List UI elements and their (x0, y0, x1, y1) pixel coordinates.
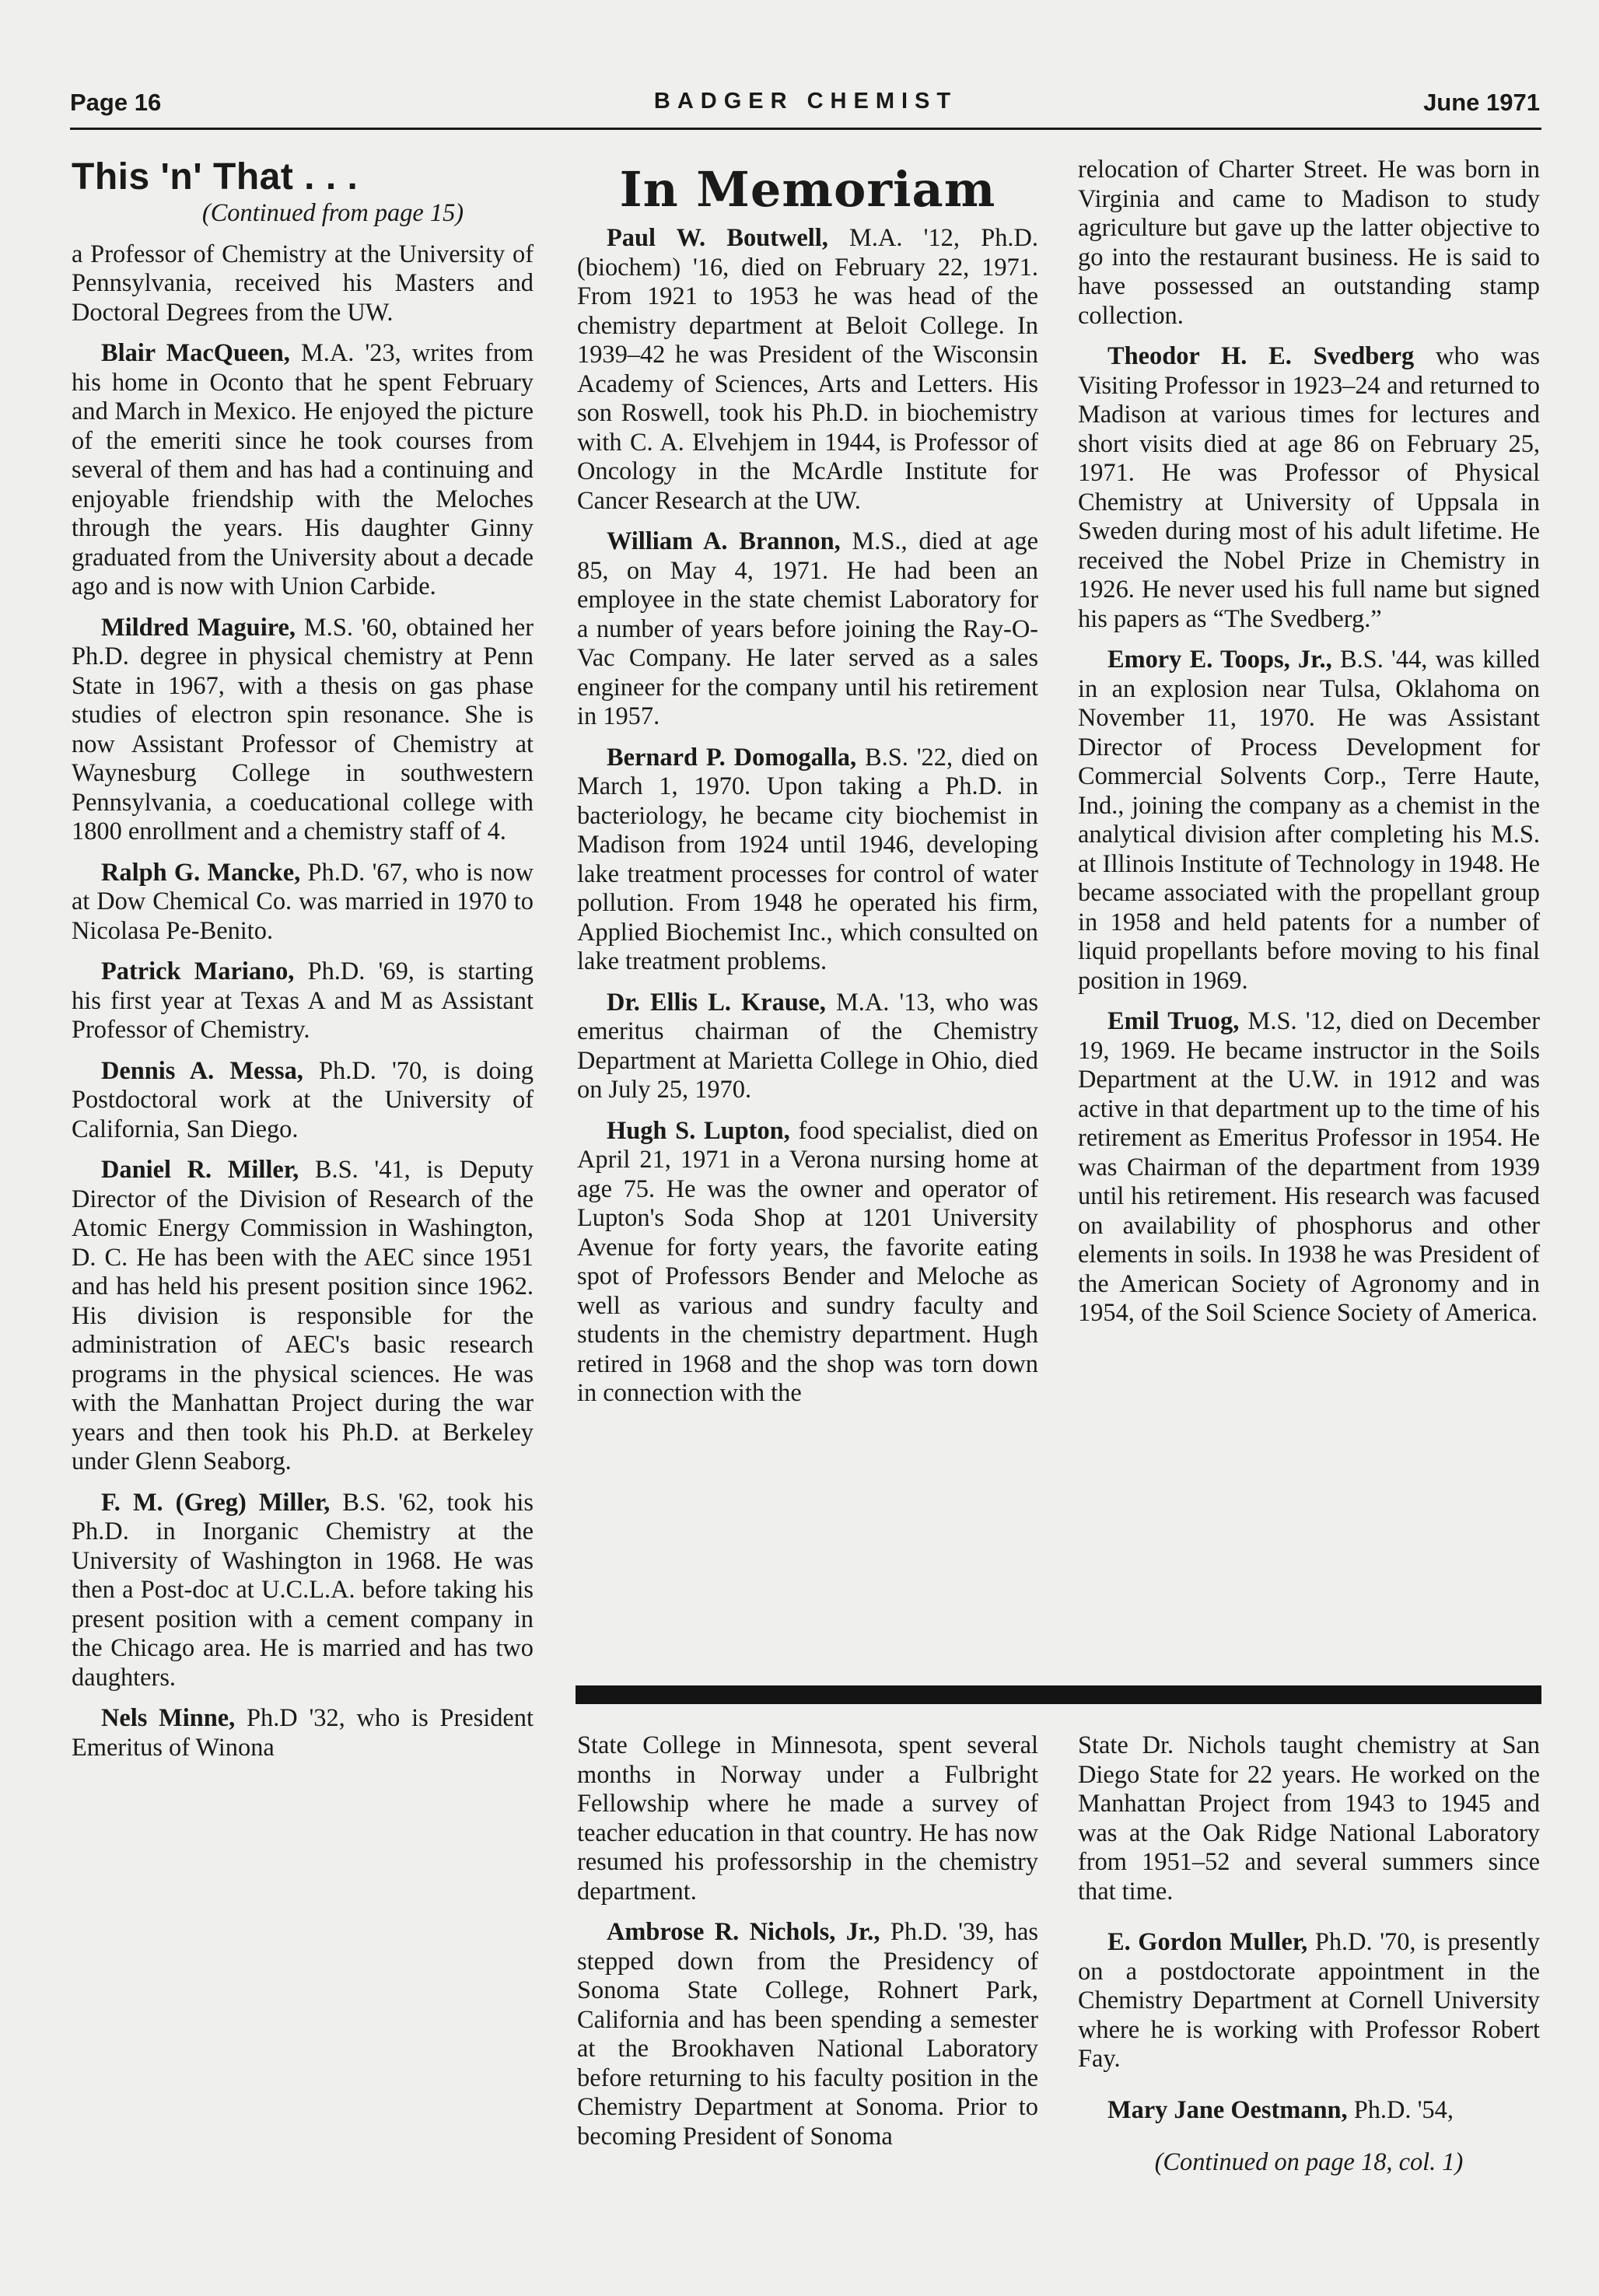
entry-paragraph (577, 1918, 1038, 2151)
person-name: Ralph G. Mancke, (101, 858, 301, 887)
entry-text: who was Visiting Professor in 1923–24 and returned to Madison at various times for lectures and short visits died at age 86 on February 25, 1971. He was Professor of Physical Chemistry at University of Uppsala in Sweden during most of his adult lifetime. He received the Nobel Prize in Chemistry in 1926. He never used his full name but signed his papers as “The Svedberg.” (1078, 342, 1540, 633)
person-name: E. Gordon Muller, (1107, 1928, 1308, 1956)
person-name: Theodor H. E. Svedberg (1107, 342, 1415, 370)
obituary-paragraph (577, 744, 1038, 977)
obituary-paragraph (577, 1117, 1038, 1409)
person-name: Daniel R. Miller, (101, 1156, 299, 1184)
page-number: Page 16 (70, 89, 162, 116)
entry-text: B.S. '62, took his Ph.D. in Inorganic Chemistry at the University of Washington in 1968. He was then a Post-doc at U.C.L.A. before taking his present position with a cement company in the Chicago area. He is married and has two daughters. (72, 1488, 534, 1692)
obituary-paragraph (577, 989, 1038, 1105)
paragraph: State College in Minnesota, spent several months in Norway under a Fulbright Fellowship where he made a survey of teacher education in that country. He has now resumed his professorship in the chemistry department. (577, 1731, 1038, 1906)
person-name: Bernard P. Domogalla, (607, 743, 857, 772)
entry-text: Ph.D '32, who is President Emeritus of Winona (72, 1704, 534, 1762)
entry-text: Ph.D. '70, is doing Postdoctoral work at the University of California, San Diego. (72, 1056, 534, 1143)
entry-text: B.S. '22, died on March 1, 1970. Upon taking a Ph.D. in bacteriology, he became city biochemist in Madison from 1924 until 1946, developing lake treatment processes for control of water pollution. From 1948 he operated his firm, Applied Biochemist Inc., which consulted on lake treatment problems. (577, 743, 1038, 975)
obituary-paragraph (1078, 342, 1540, 634)
obituary-continuation: relocation of Charter Street. He was born in Virginia and came to Madison to study agriculture but gave up the latter objective to go into the restaurant business. He is said to have possessed an outstanding stamp collection. (1078, 156, 1540, 330)
continued-from-note: (Continued from page 15) (201, 199, 464, 227)
page-header (70, 84, 1541, 130)
section-title-in-memoriam: In Memoriam (619, 161, 996, 218)
paragraph: a Professor of Chemistry at the University of Pennsylvania, received his Masters and Doctoral Degrees from the UW. (72, 240, 534, 327)
person-name: Ambrose R. Nichols, Jr., (607, 1918, 880, 1946)
entry-paragraph (1078, 1928, 1540, 2074)
entry-paragraph (72, 1489, 534, 1693)
issue-date: June 1971 (1423, 89, 1540, 116)
person-name: Mildred Maguire, (101, 613, 296, 642)
entry-text: B.S. '41, is Deputy Director of the Division of Research of the Atomic Energy Commission in Washington, D. C. He has been with the AEC since 1951 and has held his present position since 1962. His division is responsible for the administration of AEC's basic research programs in the physical sciences. He was with the Manhattan Project during the war years and then took his Ph.D. at Berkeley under Glenn Seaborg. (72, 1156, 534, 1475)
obituary-paragraph (1078, 1007, 1540, 1328)
entry-text: food specialist, died on April 21, 1971 in a Verona nursing home at age 75. He was the owner and operator of Lupton's Soda Shop at 1201 University Avenue for forty years, the favorite eating spot of Professors Bender and Meloche as well as various and sundry faculty and students in the chemistry department. Hugh retired in 1968 and the shop was torn down in connection with the (577, 1116, 1038, 1407)
person-name: Paul W. Boutwell, (607, 224, 828, 252)
person-name: Dr. Ellis L. Krause, (607, 988, 826, 1017)
column-memoriam-left (577, 162, 1038, 1420)
person-name: Hugh S. Lupton, (607, 1116, 790, 1145)
person-name: William A. Brannon, (607, 527, 841, 555)
entry-paragraph (72, 614, 534, 847)
masthead: BADGER CHEMIST (653, 89, 958, 114)
entry-text: M.A. '23, writes from his home in Oconto that he spent February and March in Mexico. He enjoyed the picture of the emeriti since he took courses from several of them and has had a continuing and enjoyable friendship with the Meloches through the years. His daughter Ginny graduated from the University about a decade ago and is now with Union Carbide. (72, 339, 534, 600)
entry-paragraph (72, 1704, 534, 1762)
column-this-n-that (72, 156, 534, 1774)
entry-text: M.A. '13, who was emeritus chairman of the Chemistry Department at Marietta College in Ohio, died on July 25, 1970. (577, 988, 1038, 1104)
entry-text: Ph.D. '70, is presently on a postdoctorate appointment in the Chemistry Department at Cornell University where he is working with Professor Robert Fay. (1078, 1928, 1540, 2073)
section-title-this-n-that: This 'n' That . . . (72, 156, 359, 198)
person-name: Emil Truog, (1107, 1007, 1240, 1035)
entry-text: B.S. '44, was killed in an explosion near Tulsa, Oklahoma on November 11, 1970. He was Assistant Director of Process Development for Commercial Solvents Corp., Terre Haute, Ind., joining the company as a chemist in the analytical division after completing his M.S. at Illinois Institute of Technology in 1948. He became associated with the propellant group in 1958 and held patents for a number of liquid propellants before moving to his final position in 1969. (1078, 646, 1540, 995)
entry-paragraph (72, 957, 534, 1045)
entry-text: M.A. '12, Ph.D. (biochem) '16, died on February 22, 1971. From 1921 to 1953 he was head of the chemistry department at Beloit College. In 1939–42 he was President of the Wisconsin Academy of Sciences, Arts and Letters. His son Roswell, took his Ph.D. in biochemistry with C. A. Elvehjem in 1944, is Professor of Oncology in the McArdle Institute for Cancer Research at the UW. (577, 224, 1038, 515)
obituary-paragraph (577, 527, 1038, 732)
obituary-paragraph (577, 224, 1038, 516)
continued-on-note: (Continued on page 18, col. 1) (1154, 2148, 1464, 2176)
person-name: Mary Jane Oestmann, (1107, 2095, 1348, 2124)
entry-paragraph (72, 859, 534, 947)
person-name: Dennis A. Messa, (101, 1056, 303, 1085)
entry-text: Ph.D. '69, is starting his first year at Texas A and M as Assistant Professor of Chemistry. (72, 957, 534, 1044)
entry-text: M.S. '12, died on December 19, 1969. He became instructor in the Soils Department at the U.W. in 1912 and was active in that department up to the time of his retirement as Emeritus Professor in 1954. He was Chairman of the department from 1939 until his retirement. His research was facused on availability of phosphorus and other elements in soils. In 1938 he was President of the American Society of Agronomy and in 1954, of the Soil Science Society of America. (1078, 1007, 1540, 1327)
entry-paragraph (1078, 2096, 1540, 2126)
entry-text: M.S. '60, obtained her Ph.D. degree in physical chemistry at Penn State in 1967, with a thesis on gas phase studies of electron spin resonance. She is now Assistant Professor of Chemistry at Waynesburg College in southwestern Pennsylvania, a coeducational college with 1800 enrollment and a chemistry staff of 4. (72, 613, 534, 845)
section-divider-bar (576, 1685, 1541, 1704)
entry-paragraph (72, 1057, 534, 1145)
obituary-paragraph (1078, 646, 1540, 996)
entry-paragraph (72, 339, 534, 602)
column-lower-right (1078, 1731, 1540, 2178)
entry-text: M.S., died at age 85, on May 4, 1971. He had been an employee in the state chemist Laboratory for a number of years before joining the Ray-O-Vac Company. He later served as a sales engineer for the company until his retirement in 1957. (577, 527, 1038, 730)
person-name: Nels Minne, (101, 1704, 236, 1732)
entry-text: Ph.D. '67, who is now at Dow Chemical Co. was married in 1970 to Nicolasa Pe-Benito. (72, 858, 534, 945)
person-name: Blair MacQueen, (101, 339, 290, 367)
column-memoriam-right (1078, 156, 1540, 1340)
paragraph: State Dr. Nichols taught chemistry at San Diego State for 22 years. He worked on the Manhattan Project from 1943 to 1945 and was at the Oak Ridge National Laboratory from 1951–52 and several summers since that time. (1078, 1731, 1540, 1906)
person-name: Emory E. Toops, Jr., (1107, 646, 1332, 674)
entry-paragraph (72, 1156, 534, 1477)
entry-text: Ph.D. '54, (1353, 2095, 1454, 2124)
column-lower-middle (577, 1731, 1038, 2163)
person-name: F. M. (Greg) Miller, (101, 1488, 331, 1517)
entry-text: Ph.D. '39, has stepped down from the Presidency of Sonoma State College, Rohnert Park, California and has been spending a semester at the Brookhaven National Laboratory before returning to his faculty position in the Chemistry Department at Sonoma. Prior to becoming President of Sonoma (577, 1918, 1038, 2151)
person-name: Patrick Mariano, (101, 957, 295, 985)
